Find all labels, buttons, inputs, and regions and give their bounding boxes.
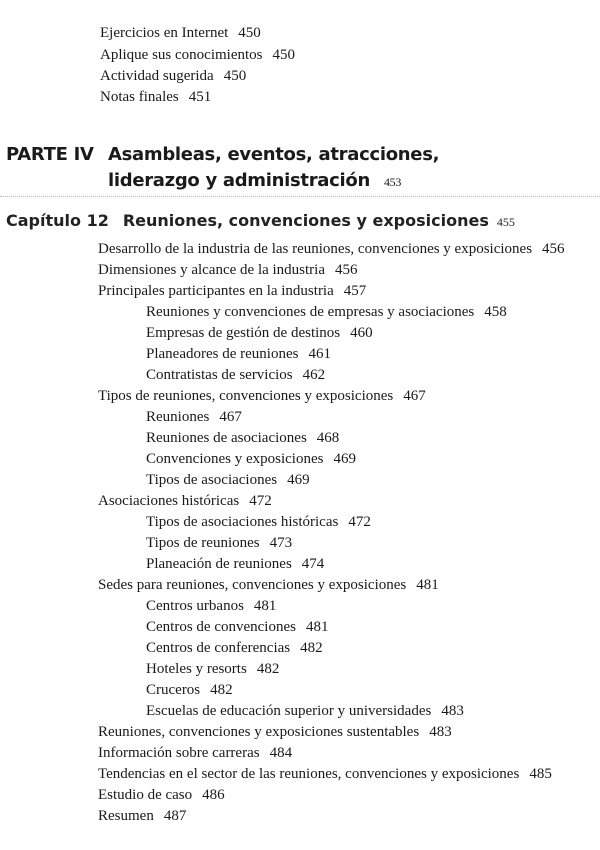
- toc-subentry[interactable]: Tipos de reuniones 473: [146, 535, 293, 551]
- page-number: 481: [253, 598, 277, 614]
- toc-subentry[interactable]: Hoteles y resorts 482: [146, 661, 280, 677]
- toc-entry[interactable]: Información sobre carreras 484: [98, 745, 293, 761]
- toc-subentry[interactable]: Tipos de asociaciones históricas 472: [146, 514, 371, 530]
- page-number: 450: [238, 25, 261, 41]
- toc-entry[interactable]: Tipos de reuniones, convenciones y exposiciones 467: [98, 388, 426, 404]
- toc-subentry[interactable]: Reuniones de asociaciones 468: [146, 430, 340, 446]
- toc-subentry[interactable]: Empresas de gestión de destinos 460: [146, 325, 373, 341]
- section-divider: [0, 196, 600, 197]
- page-number: 451: [188, 89, 212, 105]
- page-number: 469: [287, 472, 310, 488]
- page-number: 458: [484, 304, 507, 320]
- toc-entry[interactable]: Dimensiones y alcance de la industria 456: [98, 262, 358, 278]
- page-number: 486: [202, 787, 225, 803]
- page-number: 468: [316, 430, 340, 446]
- toc-subentry[interactable]: Escuelas de educación superior y universidades 483: [146, 703, 464, 719]
- page-number: 450: [223, 68, 247, 84]
- page-number: 481: [416, 577, 439, 593]
- toc-subentry[interactable]: Tipos de asociaciones 469: [146, 472, 310, 488]
- page-number: 456: [542, 241, 565, 257]
- page-number: 472: [348, 514, 371, 530]
- chapter-page-number: 455: [496, 215, 515, 229]
- toc-subentry[interactable]: Centros urbanos 481: [146, 598, 277, 614]
- toc-entry[interactable]: Ejercicios en Internet 450: [100, 25, 261, 41]
- toc-entry[interactable]: Desarrollo de la industria de las reuniones, convenciones y exposiciones 456: [98, 241, 565, 257]
- page-number: 482: [300, 640, 323, 656]
- chapter-label: Capítulo 12: [6, 211, 109, 230]
- toc-subentry[interactable]: Convenciones y exposiciones 469: [146, 451, 356, 467]
- page-number: 483: [429, 724, 452, 740]
- page-number: 462: [302, 367, 326, 383]
- page-number: 467: [403, 388, 426, 404]
- toc-subentry[interactable]: Cruceros 482: [146, 682, 233, 698]
- toc-subentry[interactable]: Centros de convenciones 481: [146, 619, 329, 635]
- toc-entry[interactable]: Tendencias en el sector de las reuniones, convenciones y exposiciones 485: [98, 766, 552, 782]
- toc-subentry[interactable]: Contratistas de servicios 462: [146, 367, 326, 383]
- page-number: 474: [301, 556, 325, 572]
- toc-subentry[interactable]: Reuniones 467: [146, 409, 242, 425]
- toc-entry[interactable]: Resumen 487: [98, 808, 187, 824]
- page-number: 482: [256, 661, 280, 677]
- page-number: 469: [333, 451, 356, 467]
- page-number: 450: [272, 47, 295, 63]
- toc-entry[interactable]: Estudio de caso 486: [98, 787, 225, 803]
- page-number: 460: [350, 325, 373, 341]
- toc-subentry[interactable]: Planeadores de reuniones 461: [146, 346, 331, 362]
- toc-entry[interactable]: Sedes para reuniones, convenciones y exposiciones 481: [98, 577, 439, 593]
- chapter-heading[interactable]: [6, 211, 515, 230]
- page-number: 482: [210, 682, 233, 698]
- toc-entry[interactable]: Aplique sus conocimientos 450: [100, 47, 295, 63]
- toc-entry[interactable]: Asociaciones históricas 472: [98, 493, 272, 509]
- toc-entry[interactable]: Notas finales 451: [100, 89, 212, 105]
- page-number: 461: [308, 346, 331, 362]
- toc-entry[interactable]: Reuniones, convenciones y exposiciones sustentables 483: [98, 724, 452, 740]
- toc-subentry[interactable]: Centros de conferencias 482: [146, 640, 323, 656]
- chapter-title: Reuniones, convenciones y exposiciones: [122, 211, 489, 230]
- toc-subentry[interactable]: Reuniones y convenciones de empresas y asociaciones 458: [146, 304, 507, 320]
- toc-entry[interactable]: Principales participantes en la industria 457: [98, 283, 367, 299]
- toc-entry[interactable]: Actividad sugerida 450: [100, 68, 247, 84]
- part-title-line1: Asambleas, eventos, atracciones,: [108, 144, 440, 165]
- part-title-line2: liderazgo y administración 453: [108, 170, 402, 191]
- page-number: 467: [219, 409, 242, 425]
- page-number: 456: [335, 262, 358, 278]
- page-number: 472: [249, 493, 272, 509]
- toc-subentry[interactable]: Planeación de reuniones 474: [146, 556, 325, 572]
- page-number: 483: [441, 703, 464, 719]
- part-page-number: 453: [383, 175, 402, 189]
- page-number: 487: [163, 808, 187, 824]
- part-label: PARTE IV: [6, 144, 94, 165]
- page-number: 481: [305, 619, 329, 635]
- page-number: 484: [269, 745, 293, 761]
- page-number: 485: [529, 766, 552, 782]
- page-number: 473: [269, 535, 293, 551]
- page-number: 457: [343, 283, 367, 299]
